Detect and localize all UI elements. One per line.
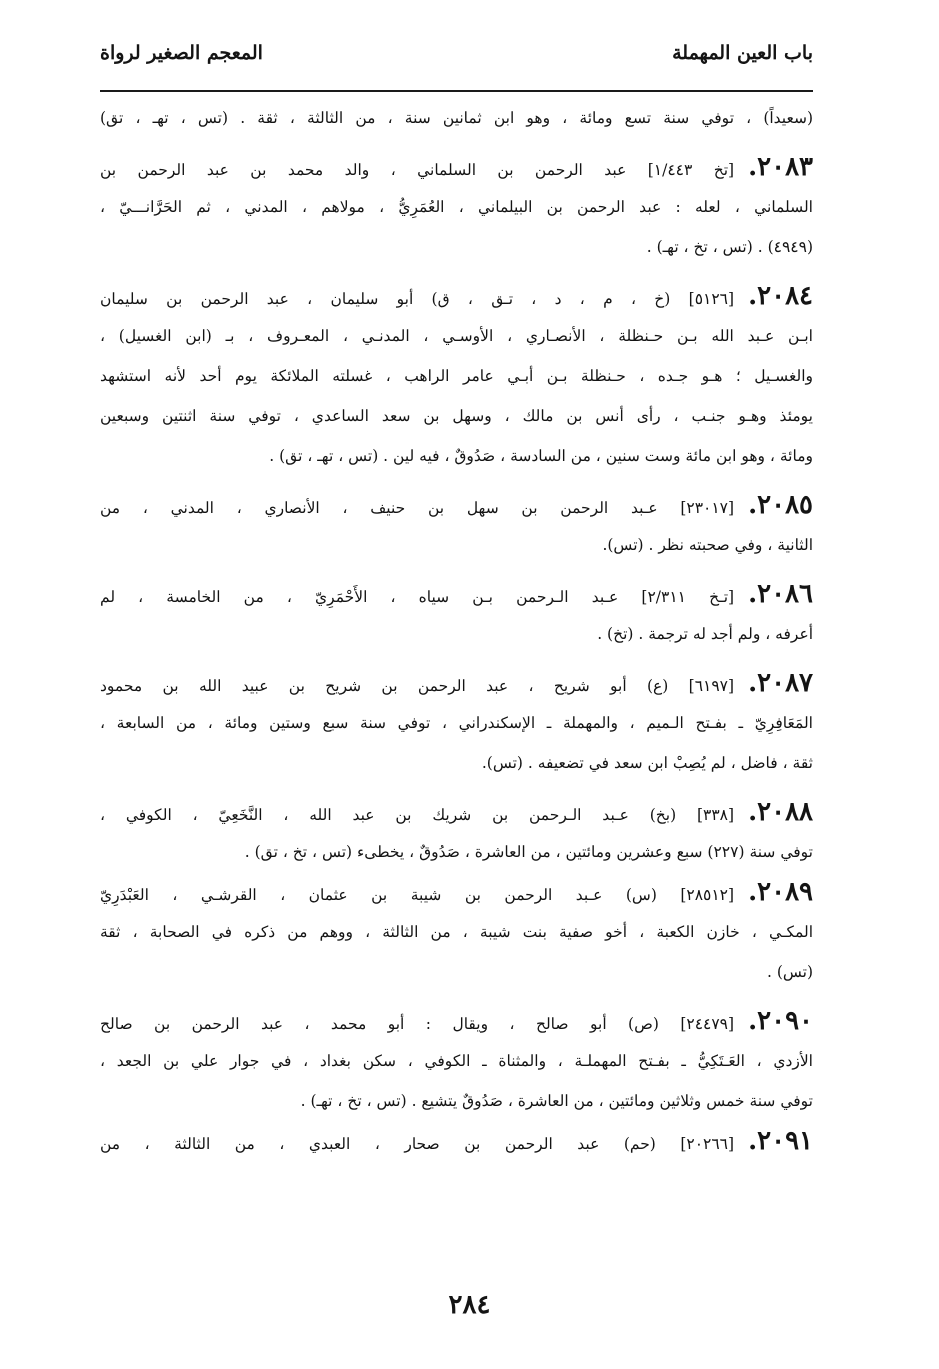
entry-text: [٢٤٤٧٩] (ص) أبو صالح ، ويقال : أبو محمد ، عبد الرحمن بن صالح (100, 1015, 735, 1033)
entry-number: ٢٠٨٩. (748, 877, 813, 907)
text-line: السلماني ، لعله : عبد الرحمن بن البيلماني ، العُمَرِيُّ ، مولاهم ، المدني ، ثم الحَرَّانـــيّ ، (100, 198, 813, 216)
entry-2083 (100, 147, 813, 267)
text-line: ابـن عـبد الله بـن حـنظلة ، الأنصـاري ، الأوسـي ، المدنـي ، المعـروف ، بـ (ابن الغسيل) ، (100, 327, 813, 345)
entry-text: [تـخ ٢/٣١١] عـبد الـرحمن بـن سياه ، الأَحْمَرِيّ ، من الخامسة ، لم (100, 588, 735, 606)
text-line: (تس) . (766, 963, 813, 981)
page-number: ٢٨٤ (448, 1290, 491, 1320)
entry-text: [٥١٢٦] (خ ، م ، د ، تـق ، ق) أبو سليمان ، عبد الرحمن بن سليمان (100, 290, 735, 308)
entry-number: ٢٠٨٤. (748, 281, 813, 311)
text-line: الثانية ، وفي صحبته نظر . (تس). (602, 536, 813, 554)
entry-text: [٢٠٢٦٦] (حم) عبد الرحمن بن صحار ، العبدي ، من الثالثة ، من (100, 1135, 735, 1153)
entry-2084 (100, 276, 813, 476)
text-line: المَعَافِرِيّ ـ بفـتح الـميم ، والمهملة ـ الإسكندراني ، توفي سنة سبع وستين ومائة ، من السابعة ، (100, 714, 813, 732)
text-line: والغسـيل ؛ هـو جـده ، حـنظلة بـن أبـي عامر الراهب ، غسلته الملائكة يوم أحد لأنه استشهد (100, 367, 813, 385)
entry-number: ٢٠٨٦. (748, 579, 813, 609)
text-line: (٤٩٤٩) . (تس ، تخ ، تهـ) . (646, 238, 813, 256)
running-header (100, 34, 813, 92)
text-line: يومئذ وهـو جنـب ، رأى أنس بن مالك ، وسهل بن سعد الساعدي ، توفي سنة اثنتين وسبعين (100, 407, 813, 425)
text-line: توفي سنة خمس وثلاثين ومائتين ، من العاشرة ، صَدُوقٌ يتشيع . (تس ، تخ ، تهـ) . (300, 1092, 813, 1110)
entry-number: ٢٠٨٥. (748, 490, 813, 520)
book-title: المعجم الصغير لرواة (100, 42, 263, 64)
text-line: أعرفه ، ولم أجد له ترجمة . (تخ) . (597, 625, 813, 643)
page-body (100, 98, 813, 1161)
text-line: توفي سنة (٢٢٧) سبع وعشرين ومائتين ، من العاشرة ، صَدُوقٌ ، يخطىء (تس ، تخ ، تق) . (244, 843, 813, 861)
text-line: ومائة ، وهو ابن مائة وست سنين ، من السادسة ، صَدُوقٌ ، فيه لين . (تس ، تهـ ، تق) . (269, 447, 813, 465)
entry-2088 (100, 792, 813, 872)
text-line: ثقة ، فاضل ، لم يُصِبْ ابن سعد في تضعيفه . (تس). (481, 754, 813, 772)
entry-2086 (100, 574, 813, 654)
entry-2085 (100, 485, 813, 565)
text-line: المكـي ، خازن الكعبة ، أخو صفية بنت شيبة ، من الثالثة ، ووهم من ذكره في الصحابة ، ثقة (100, 923, 813, 941)
text-line: الأزدي ، العَـتَكِيُّ ـ بفـتح المهملـة ، والمثناة ـ الكوفي ، سكن بغداد ، في جوار علي بن الجعد ، (100, 1052, 813, 1070)
text-line: (سعيداً) ، توفي سنة تسع ومائة ، وهو ابن ثمانين سنة ، من الثالثة ، ثقة . (تس ، تهـ ، تق) (100, 109, 813, 127)
entry-number: ٢٠٩٠. (748, 1006, 813, 1036)
entry-number: ٢٠٨٣. (748, 152, 813, 182)
entry-text: [٢٨٥١٢] (س) عـبد الرحمن بن شيبة بن عثمان ، القرشـي ، العَبْدَرِيّ (100, 886, 735, 904)
intro-paragraph (100, 98, 813, 138)
entry-text: [٦١٩٧] (ع) أبو شريح ، عبد الرحمن بن شريح بن عبيد الله بن محمود (100, 677, 735, 695)
entry-text: [تخ ١/٤٤٣] عبد الرحمن بن السلماني ، والد محمد بن عبد الرحمن بن (100, 161, 735, 179)
entry-text: [٢٣٠١٧] عـبد الرحمن بن سهل بن حنيف ، الأنصاري ، المدني ، من (100, 499, 735, 517)
entry-2090 (100, 1001, 813, 1121)
entry-number: ٢٠٨٧. (748, 668, 813, 698)
chapter-title: باب العين المهملة (672, 42, 813, 64)
entry-2091 (100, 1121, 813, 1161)
entry-text: [٣٣٨] (بخ) عـبد الـرحمن بن شريك بن عبد الله ، النَّخَعِيّ ، الكوفي ، (100, 806, 735, 824)
entry-number: ٢٠٩١. (748, 1126, 813, 1156)
entry-number: ٢٠٨٨. (748, 797, 813, 827)
entry-2087 (100, 663, 813, 783)
entry-2089 (100, 872, 813, 992)
